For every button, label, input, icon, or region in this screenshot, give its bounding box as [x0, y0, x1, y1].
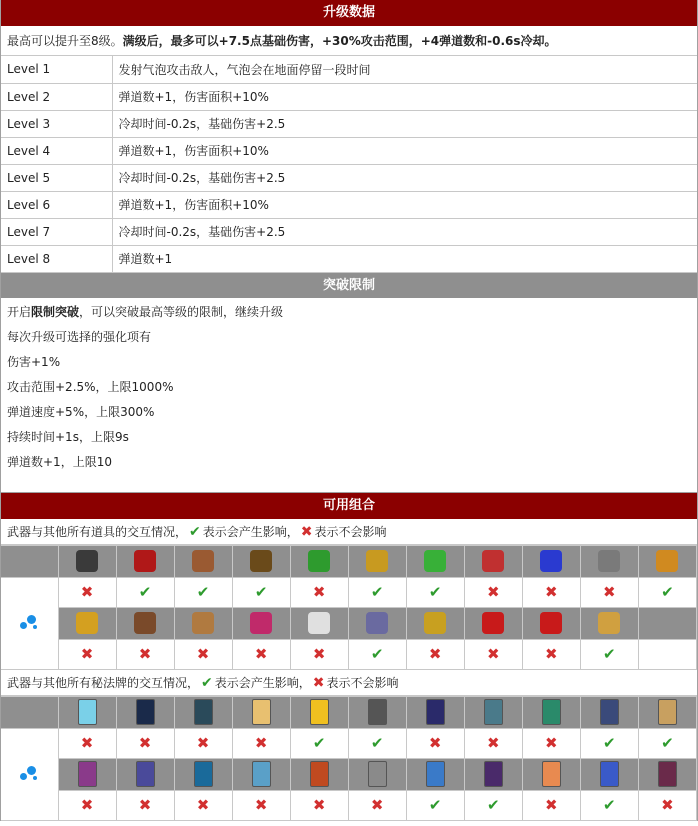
cross-icon: ✖	[312, 796, 326, 814]
level-row	[1, 191, 697, 218]
check-icon: ✔	[201, 674, 213, 691]
green-tree-card-icon[interactable]	[542, 699, 561, 725]
mark-cell	[580, 577, 638, 607]
cross-icon: ✖	[603, 583, 616, 601]
mark-cell	[464, 639, 522, 669]
mark-cell	[522, 728, 580, 758]
level-row	[1, 164, 697, 191]
check-icon: ✔	[370, 645, 384, 663]
icon-cell	[406, 607, 464, 639]
mark-cell	[174, 790, 232, 820]
breakthrough-list	[1, 298, 697, 481]
level-effect: 冷却时间-0.2s，基础伤害+2.5	[112, 110, 697, 137]
cross-icon: ✖	[80, 734, 94, 752]
mark-cell	[58, 639, 116, 669]
red-arrow-icon[interactable]	[482, 612, 504, 634]
level-effect: 弹道数+1	[112, 245, 697, 272]
mark-cell	[174, 577, 232, 607]
mark-cell	[522, 577, 580, 607]
icon-cell	[638, 696, 696, 728]
check-icon: ✔	[661, 583, 674, 601]
icon-cell	[348, 545, 406, 577]
level-row	[1, 110, 697, 137]
breakthrough-line: 持续时间+1s，上限9s	[7, 429, 129, 444]
arcana-caption	[1, 670, 697, 696]
mark-cell	[232, 639, 290, 669]
weapon-cell	[1, 577, 58, 669]
cross-icon: ✖	[486, 645, 500, 663]
blue-ring-card-icon[interactable]	[194, 761, 213, 787]
icon-row	[1, 545, 697, 577]
lightning-card-icon[interactable]	[426, 761, 445, 787]
section-gap	[1, 481, 697, 493]
mark-cell	[522, 639, 580, 669]
mark-cell	[232, 577, 290, 607]
arcana-caption-yes: 表示会产生影响，	[214, 675, 311, 690]
level-effect: 弹道数+1，伤害面积+10%	[112, 137, 697, 164]
icon-cell	[58, 607, 116, 639]
mark-cell	[290, 790, 348, 820]
mark-cell	[580, 790, 638, 820]
check-icon: ✔	[370, 734, 384, 752]
level-label: Level 5	[1, 164, 112, 191]
serpent-card-icon[interactable]	[78, 761, 97, 787]
breakthrough-line: 弹道数+1，上限10	[7, 454, 112, 469]
icon-cell	[174, 696, 232, 728]
icon-cell	[406, 696, 464, 728]
scroll-icon[interactable]	[192, 550, 214, 572]
icon-cell	[348, 696, 406, 728]
icon-cell	[406, 758, 464, 790]
mark-cell	[116, 577, 174, 607]
icon-cell	[58, 696, 116, 728]
icon-cell	[116, 758, 174, 790]
level-table	[1, 56, 697, 273]
gear-armor-icon[interactable]	[598, 550, 620, 572]
explosion-card-icon[interactable]	[368, 699, 387, 725]
icon-cell	[290, 545, 348, 577]
icon-cell	[232, 696, 290, 728]
icon-row	[1, 696, 697, 728]
cross-icon: ✖	[138, 645, 152, 663]
blue-warrior-card-icon[interactable]	[600, 761, 619, 787]
level-row	[1, 137, 697, 164]
crown-frame-icon[interactable]	[366, 550, 388, 572]
cross-icon: ✖	[544, 734, 558, 752]
clover-icon[interactable]	[308, 550, 330, 572]
icon-cell	[580, 607, 638, 639]
icon-cell	[116, 545, 174, 577]
cross-icon: ✖	[196, 645, 210, 663]
icon-cell	[522, 758, 580, 790]
mark-cell	[638, 790, 696, 820]
mark-cell	[464, 790, 522, 820]
mark-cell	[580, 639, 638, 669]
level-row	[1, 218, 697, 245]
sun-crown-card-icon[interactable]	[252, 699, 271, 725]
level-label: Level 1	[1, 56, 112, 83]
icon-cell	[464, 696, 522, 728]
blue-figure-card-icon[interactable]	[136, 761, 155, 787]
check-icon: ✔	[254, 583, 268, 601]
cross-icon: ✖	[544, 645, 558, 663]
mark-row	[1, 639, 697, 669]
cross-icon: ✖	[370, 796, 384, 814]
mark-cell	[58, 728, 116, 758]
red-tome-icon[interactable]	[134, 550, 156, 572]
wooden-box-icon[interactable]	[134, 612, 156, 634]
portal-card-icon[interactable]	[426, 699, 445, 725]
level-effect: 冷却时间-0.2s，基础伤害+2.5	[112, 164, 697, 191]
combo-header: 可用组合	[1, 493, 697, 519]
icon-cell	[464, 607, 522, 639]
heart-armor-icon[interactable]	[76, 550, 98, 572]
wind-card-icon[interactable]	[484, 699, 503, 725]
level-row	[1, 245, 697, 272]
bubble-weapon-icon	[18, 613, 40, 631]
intro-post: ，可以突破最高等级的限制，继续升级	[79, 304, 284, 319]
skull-mask-icon[interactable]	[192, 612, 214, 634]
breakthrough-line: 每次升级可选择的强化项有	[7, 329, 152, 344]
icon-cell	[522, 696, 580, 728]
icon-cell	[174, 758, 232, 790]
breakthrough-line: 伤害+1%	[7, 354, 61, 369]
breakthrough-intro	[1, 300, 697, 325]
icon-cell	[406, 545, 464, 577]
level-label: Level 4	[1, 137, 112, 164]
icon-cell	[58, 758, 116, 790]
mark-cell	[580, 728, 638, 758]
level-effect: 弹道数+1，伤害面积+10%	[112, 191, 697, 218]
cross-icon: ✖	[80, 583, 94, 601]
check-icon: ✔	[138, 583, 152, 601]
golden-crown-icon[interactable]	[76, 612, 98, 634]
icon-cell	[580, 545, 638, 577]
candelabra-icon[interactable]	[250, 550, 272, 572]
level-row	[1, 56, 697, 83]
weapon-cell	[1, 728, 58, 820]
mark-cell	[174, 639, 232, 669]
breakthrough-line: 攻击范围+2.5%，上限1000%	[7, 379, 174, 394]
cross-icon: ✖	[544, 796, 558, 814]
gold-scroll-icon[interactable]	[598, 612, 620, 634]
icon-cell	[290, 758, 348, 790]
cross-icon: ✖	[254, 734, 268, 752]
green-feather-icon[interactable]	[424, 550, 446, 572]
items-caption-pre: 武器与其他所有道具的交互情况，	[7, 524, 188, 539]
upgrade-note-pre: 最高可以提升至8级。	[7, 34, 123, 48]
ice-card-icon[interactable]	[78, 699, 97, 725]
mark-cell	[348, 639, 406, 669]
arcana-grid	[1, 696, 697, 821]
gold-ring-icon[interactable]	[424, 612, 446, 634]
mark-cell	[116, 728, 174, 758]
skull-card-icon[interactable]	[194, 699, 213, 725]
cross-icon: ✖	[312, 583, 326, 601]
pink-skull-icon[interactable]	[250, 612, 272, 634]
breakthrough-line: 弹道速度+5%，上限300%	[7, 404, 155, 419]
crystal-card-icon[interactable]	[252, 761, 271, 787]
mark-cell	[348, 577, 406, 607]
mark-cell	[464, 577, 522, 607]
lead-cell	[1, 545, 58, 577]
cross-icon: ✖	[196, 734, 210, 752]
items-caption	[1, 519, 697, 545]
items-caption-no: 表示不会影响	[314, 524, 387, 539]
level-label: Level 3	[1, 110, 112, 137]
mark-cell	[638, 728, 696, 758]
items-caption-yes: 表示会产生影响，	[202, 524, 299, 539]
icon-cell	[58, 545, 116, 577]
arcana-caption-pre: 武器与其他所有秘法牌的交互情况，	[7, 675, 200, 690]
upgrade-note-bold: 满级后，最多可以+7.5点基础伤害，+30%攻击范围，+4弹道数和-0.6s冷却。	[122, 34, 557, 48]
cross-icon: ✖	[138, 734, 152, 752]
white-wings-icon[interactable]	[308, 612, 330, 634]
icon-cell	[116, 607, 174, 639]
cross-icon: ✖	[428, 734, 442, 752]
cross-icon: ✖	[312, 645, 326, 663]
icon-cell	[232, 607, 290, 639]
yellow-sun-card-icon[interactable]	[310, 699, 329, 725]
arcana-caption-no: 表示不会影响	[326, 675, 399, 690]
level-row	[1, 83, 697, 110]
attractorb-icon[interactable]	[656, 550, 678, 572]
upgrade-header: 升级数据	[1, 0, 697, 26]
check-icon: ✔	[370, 583, 384, 601]
check-icon: ✔	[603, 645, 616, 663]
items-grid	[1, 545, 697, 670]
empty-cell	[638, 607, 696, 639]
mark-cell	[406, 577, 464, 607]
cross-icon: ✖	[254, 645, 268, 663]
cross-icon: ✖	[138, 796, 152, 814]
red-gold-card-icon[interactable]	[310, 761, 329, 787]
mark-row	[1, 790, 697, 820]
mark-cell	[290, 728, 348, 758]
mark-cell	[232, 790, 290, 820]
icon-cell	[580, 758, 638, 790]
icon-cell	[580, 696, 638, 728]
intro-pre: 开启	[7, 304, 32, 319]
check-icon: ✔	[189, 523, 201, 540]
level-label: Level 6	[1, 191, 112, 218]
cross-card-icon[interactable]	[600, 699, 619, 725]
icon-cell	[522, 545, 580, 577]
orange-glow-card-icon[interactable]	[542, 761, 561, 787]
mark-row	[1, 728, 697, 758]
mark-cell	[348, 728, 406, 758]
cross-icon: ✖	[661, 796, 674, 814]
mark-cell	[348, 790, 406, 820]
icon-cell	[464, 758, 522, 790]
cross-icon: ✖	[312, 674, 325, 691]
blue-orb-icon[interactable]	[540, 550, 562, 572]
mark-cell	[638, 577, 696, 607]
icon-cell	[638, 545, 696, 577]
mark-cell	[464, 728, 522, 758]
cross-icon: ✖	[544, 583, 558, 601]
icon-cell	[232, 758, 290, 790]
check-icon: ✔	[661, 734, 674, 752]
icon-cell	[348, 758, 406, 790]
cross-icon: ✖	[254, 796, 268, 814]
check-icon: ✔	[196, 583, 210, 601]
level-label: Level 2	[1, 83, 112, 110]
lead-cell	[1, 696, 58, 728]
intro-bold: 限制突破	[31, 304, 80, 319]
hollow-heart-icon[interactable]	[482, 550, 504, 572]
icon-cell	[464, 545, 522, 577]
cross-icon: ✖	[486, 583, 500, 601]
icon-cell	[638, 758, 696, 790]
check-icon: ✔	[428, 796, 442, 814]
icon-cell	[174, 545, 232, 577]
mark-cell	[116, 639, 174, 669]
icon-cell	[290, 696, 348, 728]
level-effect: 弹道数+1，伤害面积+10%	[112, 83, 697, 110]
cross-icon: ✖	[428, 645, 442, 663]
red-arrow-left-icon[interactable]	[540, 612, 562, 634]
mark-cell	[406, 639, 464, 669]
icon-cell	[174, 607, 232, 639]
cross-icon: ✖	[196, 796, 210, 814]
icon-cell	[522, 607, 580, 639]
icon-row	[1, 758, 697, 790]
mark-cell	[58, 577, 116, 607]
empty-cell	[638, 639, 696, 669]
mark-cell	[522, 790, 580, 820]
mark-cell	[232, 728, 290, 758]
check-icon: ✔	[603, 796, 616, 814]
icon-cell	[348, 607, 406, 639]
check-icon: ✔	[312, 734, 326, 752]
mark-cell	[58, 790, 116, 820]
icon-cell	[290, 607, 348, 639]
level-effect: 冷却时间-0.2s，基础伤害+2.5	[112, 218, 697, 245]
purple-demon-card-icon[interactable]	[484, 761, 503, 787]
mark-cell	[174, 728, 232, 758]
mark-row	[1, 577, 697, 607]
icon-row	[1, 607, 697, 639]
silver-ring-icon[interactable]	[366, 612, 388, 634]
silver-hook-card-icon[interactable]	[368, 761, 387, 787]
check-icon: ✔	[428, 583, 442, 601]
mark-cell	[290, 639, 348, 669]
level-effect: 发射气泡攻击敌人，气泡会在地面停留一段时间	[112, 56, 697, 83]
mark-cell	[406, 728, 464, 758]
level-label: Level 8	[1, 245, 112, 272]
mark-cell	[116, 790, 174, 820]
cross-icon: ✖	[80, 796, 94, 814]
cross-icon: ✖	[80, 645, 94, 663]
mark-cell	[406, 790, 464, 820]
check-icon: ✔	[603, 734, 616, 752]
upgrade-note	[1, 26, 697, 56]
red-eye-card-icon[interactable]	[658, 761, 677, 787]
icon-cell	[232, 545, 290, 577]
gold-coin-card-icon[interactable]	[658, 699, 677, 725]
icon-cell	[116, 696, 174, 728]
breakthrough-header: 突破限制	[1, 273, 697, 298]
bubble-weapon-icon	[18, 764, 40, 782]
cross-icon: ✖	[486, 734, 500, 752]
dark-figure-card-icon[interactable]	[136, 699, 155, 725]
cross-icon: ✖	[300, 523, 313, 540]
mark-cell	[290, 577, 348, 607]
level-label: Level 7	[1, 218, 112, 245]
check-icon: ✔	[486, 796, 500, 814]
